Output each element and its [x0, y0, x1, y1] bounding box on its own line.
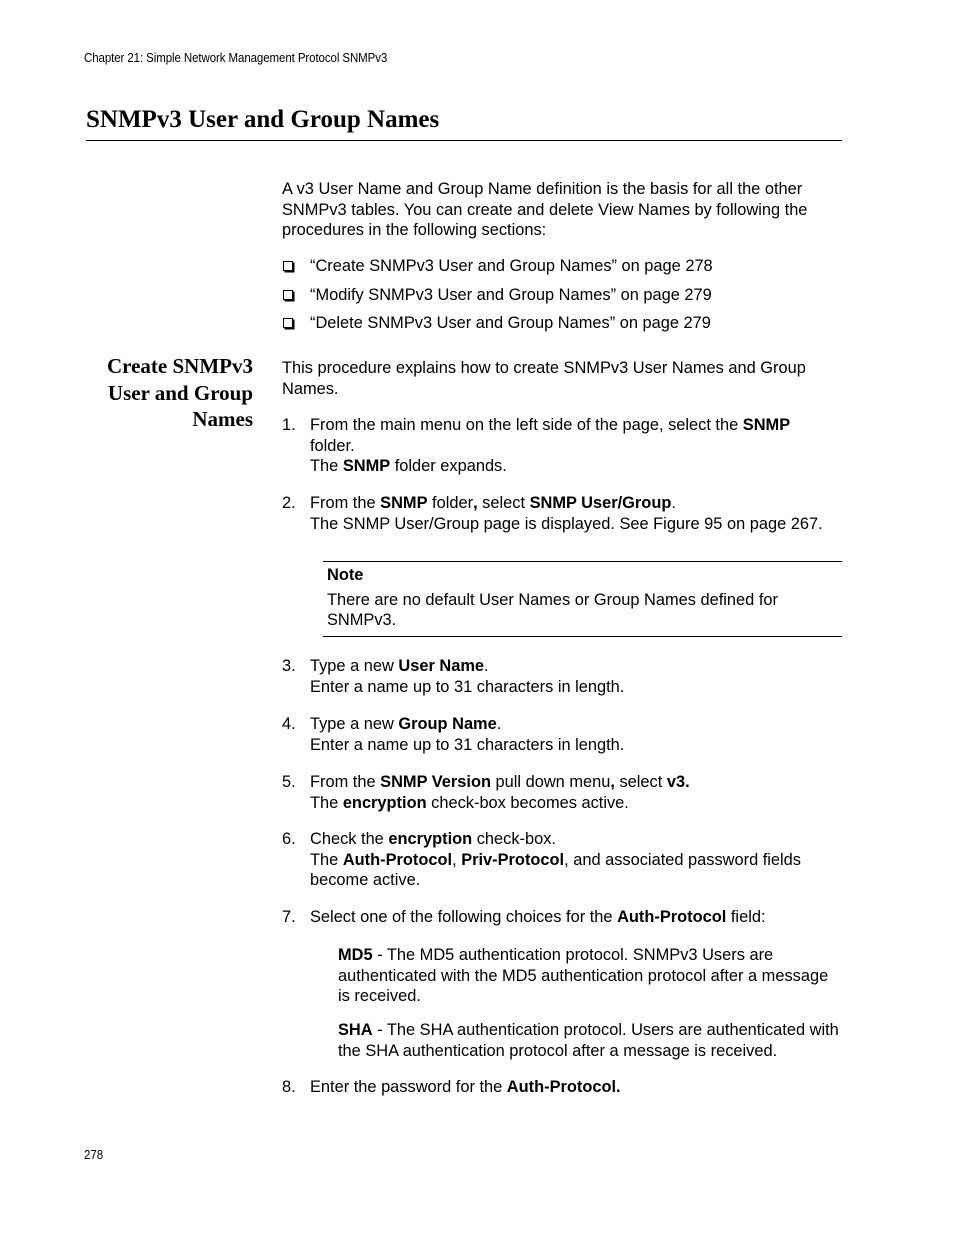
checkbox-bullet-icon — [283, 318, 293, 328]
step-result: The SNMP folder expands. — [310, 457, 507, 475]
note-heading: Note — [327, 566, 364, 584]
running-head: Chapter 21: Simple Network Management Protocol SNMPv3 — [84, 51, 388, 65]
link-item[interactable]: “Modify SNMPv3 User and Group Names” on page 279 — [282, 285, 842, 314]
note-box — [323, 561, 842, 637]
page-number: 278 — [84, 1148, 104, 1162]
step-result: Enter a name up to 31 characters in length. — [310, 677, 625, 696]
link-item[interactable]: “Delete SNMPv3 User and Group Names” on page 279 — [282, 313, 842, 342]
step-result: The Auth-Protocol, Priv-Protocol, and associated password fields become active. — [310, 850, 801, 889]
section-intro: This procedure explains how to create SNMPv3 User Names and Group Names. — [282, 359, 806, 398]
step-result: Enter a name up to 31 characters in length. — [310, 735, 625, 754]
step-3: 3. Type a new User Name. Enter a name up to 31 characters in length. — [282, 656, 847, 697]
step-instruction: Type a new User Name. — [310, 657, 489, 675]
link-item[interactable]: “Create SNMPv3 User and Group Names” on page 278 — [282, 256, 842, 285]
intro-paragraph: A v3 User Name and Group Name definition is the basis for all the other SNMPv3 tables. You can create and delete View Names by following the procedures in the following sections: — [282, 180, 808, 239]
step-instruction: From the SNMP folder, select SNMP User/Group. — [310, 494, 676, 512]
step-instruction: From the main menu on the left side of the page, select the SNMP folder. — [310, 416, 791, 455]
step-7: 7. Select one of the following choices for the Auth-Protocol field: — [282, 907, 847, 928]
page-title: SNMPv3 User and Group Names — [86, 106, 440, 133]
step-2: 2. From the SNMP folder, select SNMP User/Group. The SNMP User/Group page is displayed. See Figure 95 on page 267. — [282, 493, 847, 534]
choice-sha: SHA - The SHA authentication protocol. Users are authenticated with the SHA authentication protocol after a message is received. — [338, 1021, 839, 1060]
step-instruction: Type a new Group Name. — [310, 715, 502, 733]
step-1: 1. From the main menu on the left side of the page, select the SNMP folder. The SNMP folder expands. — [282, 415, 847, 477]
checkbox-bullet-icon — [283, 261, 293, 271]
section-heading: Create SNMPv3 User and Group Names — [107, 354, 253, 431]
checkbox-bullet-icon — [283, 290, 293, 300]
step-instruction: From the SNMP Version pull down menu, select v3. — [310, 773, 690, 791]
note-text: There are no default User Names or Group Names defined for SNMPv3. — [327, 590, 778, 629]
choice-md5: MD5 - The MD5 authentication protocol. SNMPv3 Users are authenticated with the MD5 authentication protocol after a message is received. — [338, 946, 829, 1005]
step-8: 8. Enter the password for the Auth-Protocol. — [282, 1077, 847, 1098]
step-result: The encryption check-box becomes active. — [310, 793, 629, 812]
step-4: 4. Type a new Group Name. Enter a name up to 31 characters in length. — [282, 714, 847, 755]
step-6: 6. Check the encryption check-box. The Auth-Protocol, Priv-Protocol, and associated password fields become active. — [282, 829, 847, 891]
step-result: The SNMP User/Group page is displayed. See Figure 95 on page 267. — [310, 514, 823, 533]
step-5: 5. From the SNMP Version pull down menu, select v3. The encryption check-box becomes active. — [282, 772, 847, 813]
step-instruction: Check the encryption check-box. — [310, 830, 556, 848]
title-rule — [86, 140, 842, 141]
link-list — [282, 256, 842, 342]
step-instruction: Enter the password for the Auth-Protocol. — [310, 1078, 621, 1096]
step-instruction: Select one of the following choices for the Auth-Protocol field: — [310, 908, 766, 926]
